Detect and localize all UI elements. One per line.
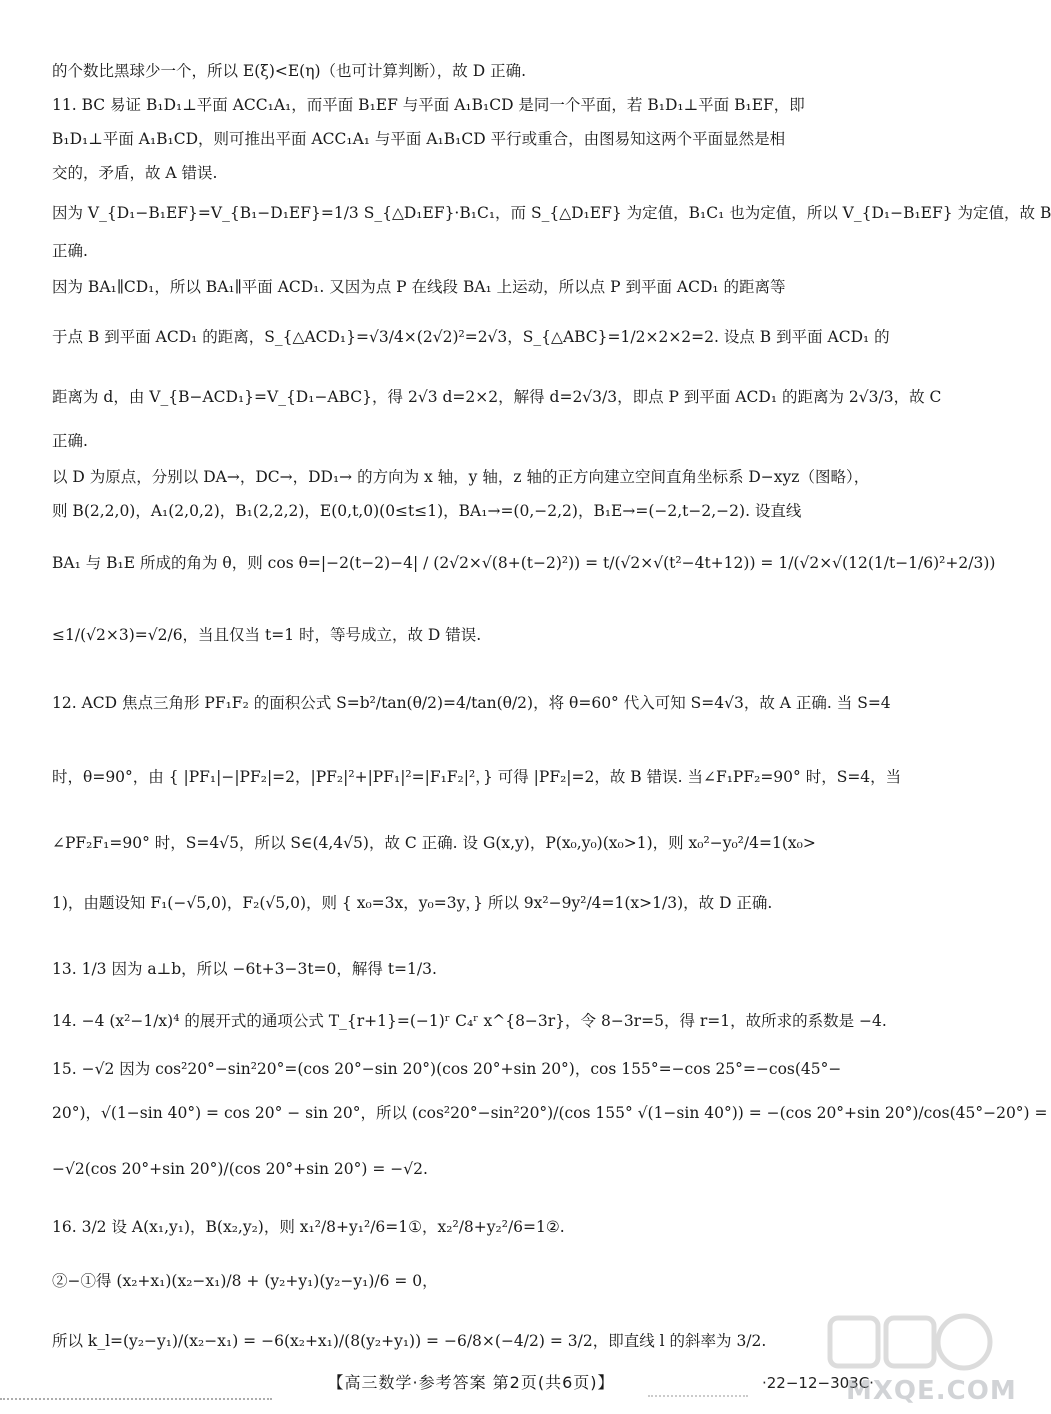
text-line: BA₁ 与 B₁E 所成的角为 θ，则 cos θ=|−2(t−2)−4| / (2√2×√(8+(t−2)²)) = t/(√2×√(t²−4t+12)) = 1/(√2×√(12(1/t−1/6)²+2/3)) (52, 554, 996, 572)
text-line: 因为 BA₁∥CD₁，所以 BA₁∥平面 ACD₁. 又因为点 P 在线段 BA₁ 上运动，所以点 P 到平面 ACD₁ 的距离等 (52, 278, 786, 296)
text-line: 交的，矛盾，故 A 错误. (52, 164, 218, 182)
text-line: ∠PF₂F₁=90° 时，S=4√5，所以 S∈(4,4√5)，故 C 正确. 设 G(x,y)，P(x₀,y₀)(x₀>1)，则 x₀²−y₀²/4=1(x₀> (52, 834, 816, 852)
text-line: 时，θ=90°，由 { |PF₁|−|PF₂|=2，|PF₂|²+|PF₁|²=|F₁F₂|²，} 可得 |PF₂|=2，故 B 错误. 当∠F₁PF₂=90° 时，S=4，当 (52, 768, 902, 786)
text-line: 13. 1/3 因为 a⊥b，所以 −6t+3−3t=0，解得 t=1/3. (52, 960, 437, 978)
text-line: 正确. (52, 432, 88, 450)
text-line: 11. BC 易证 B₁D₁⊥平面 ACC₁A₁，而平面 B₁EF 与平面 A₁B₁CD 是同一个平面，若 B₁D₁⊥平面 B₁EF，即 (52, 96, 805, 114)
footer-divider (0, 1378, 272, 1400)
footer-title: 【高三数学·参考答案 第2页(共6页)】 (327, 1373, 615, 1392)
text-line: 15. −√2 因为 cos²20°−sin²20°=(cos 20°−sin 20°)(cos 20°+sin 20°)，cos 155°=−cos 25°=−cos(45°− (52, 1060, 842, 1078)
text-line: 14. −4 (x²−1/x)⁴ 的展开式的通项公式 T_{r+1}=(−1)ʳ C₄ʳ x^{8−3r}，令 8−3r=5，得 r=1，故所求的系数是 −4. (52, 1012, 887, 1030)
text-line: 距离为 d，由 V_{B−ACD₁}=V_{D₁−ABC}，得 2√3 d=2×2，解得 d=2√3/3，即点 P 到平面 ACD₁ 的距离为 2√3/3，故 C (52, 388, 942, 406)
text-line: 因为 V_{D₁−B₁EF}=V_{B₁−D₁EF}=1/3 S_{△D₁EF}·B₁C₁，而 S_{△D₁EF} 为定值，B₁C₁ 也为定值，所以 V_{D₁−B₁EF} 为定值，故 B (52, 204, 1051, 222)
text-line: 12. ACD 焦点三角形 PF₁F₂ 的面积公式 S=b²/tan(θ/2)=4/tan(θ/2)，将 θ=60° 代入可知 S=4√3，故 A 正确. 当 S=4 (52, 694, 891, 712)
watermark-text: MXQE.COM (846, 1376, 1017, 1406)
text-line: 所以 k_l=(y₂−y₁)/(x₂−x₁) = −6(x₂+x₁)/(8(y₂+y₁)) = −6/8×(−4/2) = 3/2，即直线 l 的斜率为 3/2. (52, 1332, 767, 1350)
text-line: −√2(cos 20°+sin 20°)/(cos 20°+sin 20°) = −√2. (52, 1160, 428, 1178)
text-line: B₁D₁⊥平面 A₁B₁CD，则可推出平面 ACC₁A₁ 与平面 A₁B₁CD 平行或重合，由图易知这两个平面显然是相 (52, 130, 786, 148)
text-line: 1)，由题设知 F₁(−√5,0)，F₂(√5,0)，则 { x₀=3x，y₀=3y，} 所以 9x²−9y²/4=1(x>1/3)，故 D 正确. (52, 894, 773, 912)
text-line: ②−①得 (x₂+x₁)(x₂−x₁)/8 + (y₂+y₁)(y₂−y₁)/6 = 0， (52, 1272, 438, 1290)
footer-divider-right (648, 1385, 748, 1397)
text-line: 16. 3/2 设 A(x₁,y₁)，B(x₂,y₂)，则 x₁²/8+y₁²/6=1①，x₂²/8+y₂²/6=1②. (52, 1218, 565, 1236)
text-line: ≤1/(√2×3)=√2/6，当且仅当 t=1 时，等号成立，故 D 错误. (52, 626, 482, 644)
paper-code: ·22−12−303C· (762, 1374, 874, 1392)
text-line: 以 D 为原点，分别以 DA→，DC→，DD₁→ 的方向为 x 轴，y 轴，z 轴的正方向建立空间直角坐标系 D−xyz（图略）， (52, 468, 870, 486)
text-line: 的个数比黑球少一个，所以 E(ξ)<E(η)（也可计算判断），故 D 正确. (52, 62, 527, 80)
text-line: 于点 B 到平面 ACD₁ 的距离，S_{△ACD₁}=√3/4×(2√2)²=2√3，S_{△ABC}=1/2×2×2=2. 设点 B 到平面 ACD₁ 的 (52, 328, 890, 346)
text-line: 则 B(2,2,0)，A₁(2,0,2)，B₁(2,2,2)，E(0,t,0)(0≤t≤1)，BA₁→=(0,−2,2)，B₁E→=(−2,t−2,−2). 设直线 (52, 502, 802, 520)
text-line: 20°)，√(1−sin 40°) = cos 20° − sin 20°，所以 (cos²20°−sin²20°)/(cos 155° √(1−sin 40°)) = −(cos 20°+sin 20°)/cos(45°−20°) = (52, 1104, 1048, 1122)
text-line: 正确. (52, 242, 88, 260)
